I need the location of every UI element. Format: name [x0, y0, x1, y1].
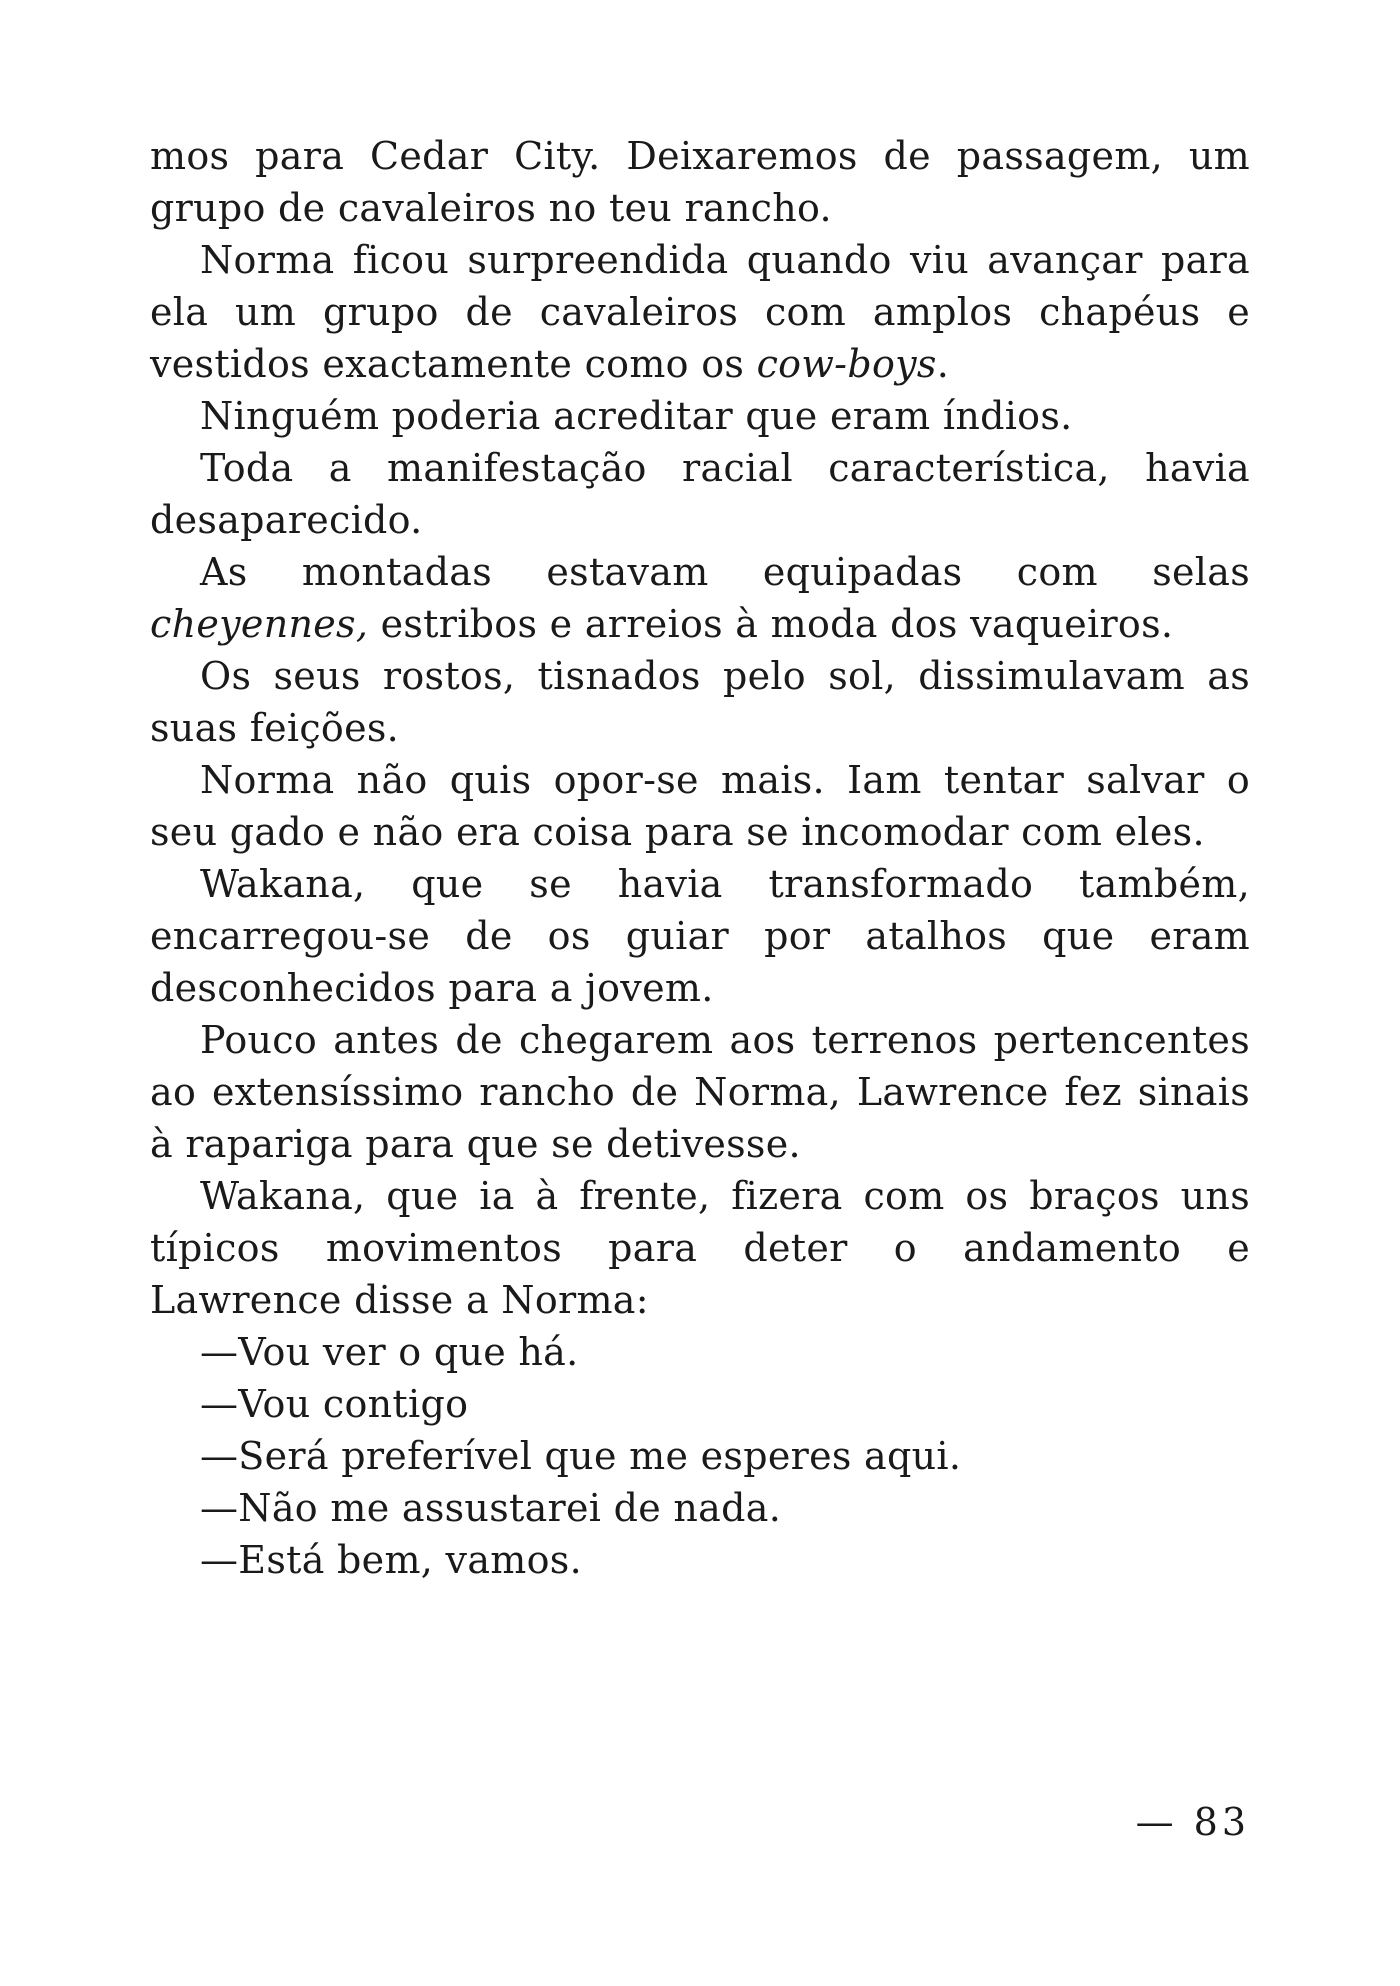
paragraph-2-text-a: Norma ficou surpreendida quando viu avançar para ela um grupo de cavaleiros com amplos chapéus e vestidos exactamente como os	[150, 238, 1250, 386]
page-number: — 83	[1135, 1800, 1250, 1844]
paragraph-5-italic: cheyennes,	[150, 602, 369, 646]
paragraph-5-text-b: estribos e arreios à moda dos vaqueiros.	[368, 602, 1174, 646]
paragraph-9: Pouco antes de chegarem aos terrenos pertencentes ao extensíssimo rancho de Norma, Lawrence fez sinais à rapariga para que se detivesse.	[150, 1018, 1250, 1166]
dialogue-line-3: —Será preferível que me esperes aqui.	[200, 1434, 962, 1478]
paragraph-5-text-a: As montadas estavam equipadas com selas	[200, 550, 1250, 594]
paragraph-5	[150, 546, 1250, 650]
paragraph-10: Wakana, que ia à frente, fizera com os braços uns típicos movimentos para deter o andamento e Lawrence disse a Norma:	[150, 1174, 1250, 1322]
paragraph-3: Ninguém poderia acreditar que eram índios.	[200, 394, 1073, 438]
paragraph-2-italic: cow-boys	[756, 342, 937, 386]
page-body	[150, 130, 1250, 1586]
dialogue-line-5: —Está bem, vamos.	[200, 1538, 582, 1582]
paragraph-6: Os seus rostos, tisnados pelo sol, dissimulavam as suas feições.	[150, 654, 1250, 750]
paragraph-1: mos para Cedar City. Deixaremos de passagem, um grupo de cavaleiros no teu rancho.	[150, 134, 1250, 230]
dialogue-line-2: —Vou contigo	[200, 1382, 469, 1426]
paragraph-2-text-b: .	[936, 342, 950, 386]
paragraph-4: Toda a manifestação racial característica, havia desaparecido.	[150, 446, 1250, 542]
paragraph-7: Norma não quis opor-se mais. Iam tentar salvar o seu gado e não era coisa para se incomodar com eles.	[150, 758, 1250, 854]
paragraph-2	[150, 234, 1250, 390]
dialogue-line-1: —Vou ver o que há.	[200, 1330, 579, 1374]
dialogue-line-4: —Não me assustarei de nada.	[200, 1486, 782, 1530]
paragraph-8: Wakana, que se havia transformado também, encarregou-se de os guiar por atalhos que eram desconhecidos para a jovem.	[150, 862, 1250, 1010]
